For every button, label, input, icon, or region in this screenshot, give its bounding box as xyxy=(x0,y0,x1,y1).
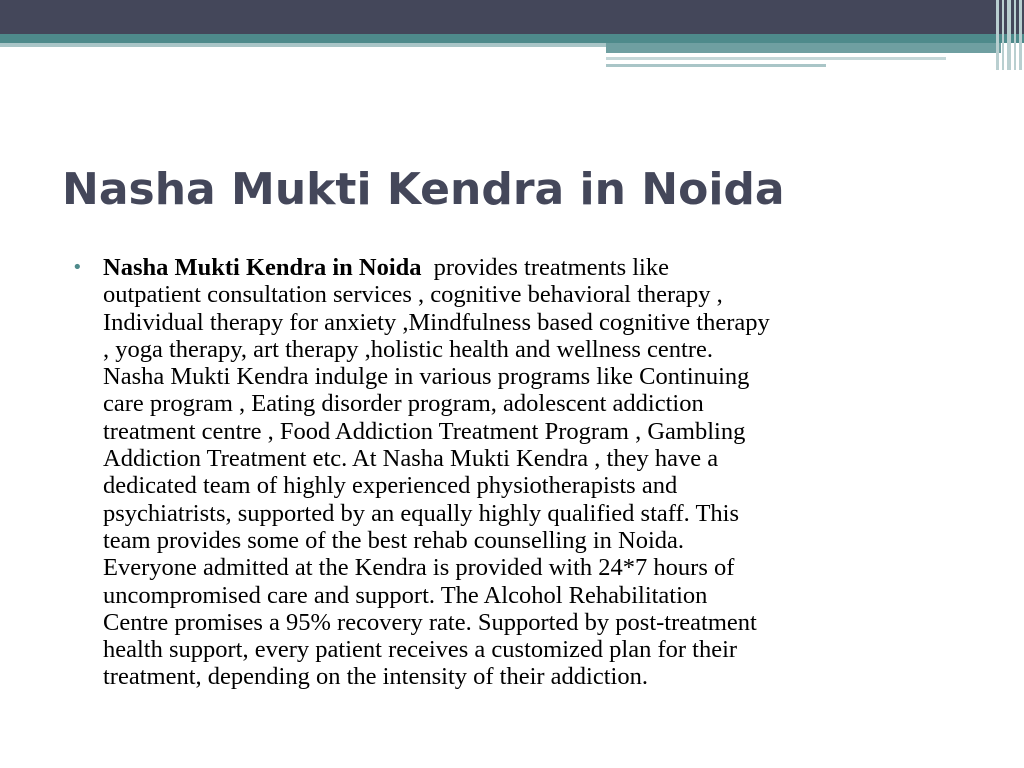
slide-title: Nasha Mukti Kendra in Noida xyxy=(62,164,785,215)
stripe xyxy=(1014,0,1016,70)
bullet-line xyxy=(103,254,972,281)
slide-body xyxy=(72,254,972,691)
bullet-line: Nasha Mukti Kendra indulge in various programs like Continuing xyxy=(103,363,750,391)
header-accent-line xyxy=(606,57,946,60)
bullet-line: uncompromised care and support. The Alcohol Rehabilitation xyxy=(103,581,708,609)
bullet-line: Individual therapy for anxiety ,Mindfulness based cognitive therapy xyxy=(103,308,770,336)
bullet-line: Centre promises a 95% recovery rate. Supported by post-treatment xyxy=(103,608,757,636)
bullet-line: treatment centre , Food Addiction Treatment Program , Gambling xyxy=(103,417,746,445)
header-band-teal xyxy=(0,34,1024,43)
bullet-line: treatment, depending on the intensity of their addiction. xyxy=(103,663,648,691)
header-accent-block xyxy=(606,43,1001,53)
stripe xyxy=(996,0,999,70)
header-vertical-stripes xyxy=(994,0,1024,70)
bullet-line: Addiction Treatment etc. At Nasha Mukti Kendra , they have a xyxy=(103,445,719,473)
bullet-line: Everyone admitted at the Kendra is provided with 24*7 hours of xyxy=(103,554,735,582)
bullet-line: outpatient consultation services , cognitive behavioral therapy , xyxy=(103,281,723,309)
bullet-line: care program , Eating disorder program, adolescent addiction xyxy=(103,390,704,418)
stripe xyxy=(1002,0,1004,70)
bullet-line: health support, every patient receives a customized plan for their xyxy=(103,636,738,664)
bullet-line: psychiatrists, supported by an equally highly qualified staff. This xyxy=(103,499,739,527)
bullet-line: team provides some of the best rehab counselling in Noida. xyxy=(103,526,685,554)
header-accent-line xyxy=(606,64,826,67)
header-band-dark xyxy=(0,0,1024,34)
bullet-lead: Nasha Mukti Kendra in Noida xyxy=(103,254,422,281)
bullet-line: dedicated team of highly experienced physiotherapists and xyxy=(103,472,678,500)
bullet-item xyxy=(72,254,972,691)
bullet-text: provides treatments like xyxy=(433,254,669,281)
bullet-line: , yoga therapy, art therapy ,holistic health and wellness centre. xyxy=(103,335,714,363)
stripe xyxy=(1019,0,1022,70)
bullet-icon: • xyxy=(72,257,83,278)
stripe xyxy=(1007,0,1011,70)
